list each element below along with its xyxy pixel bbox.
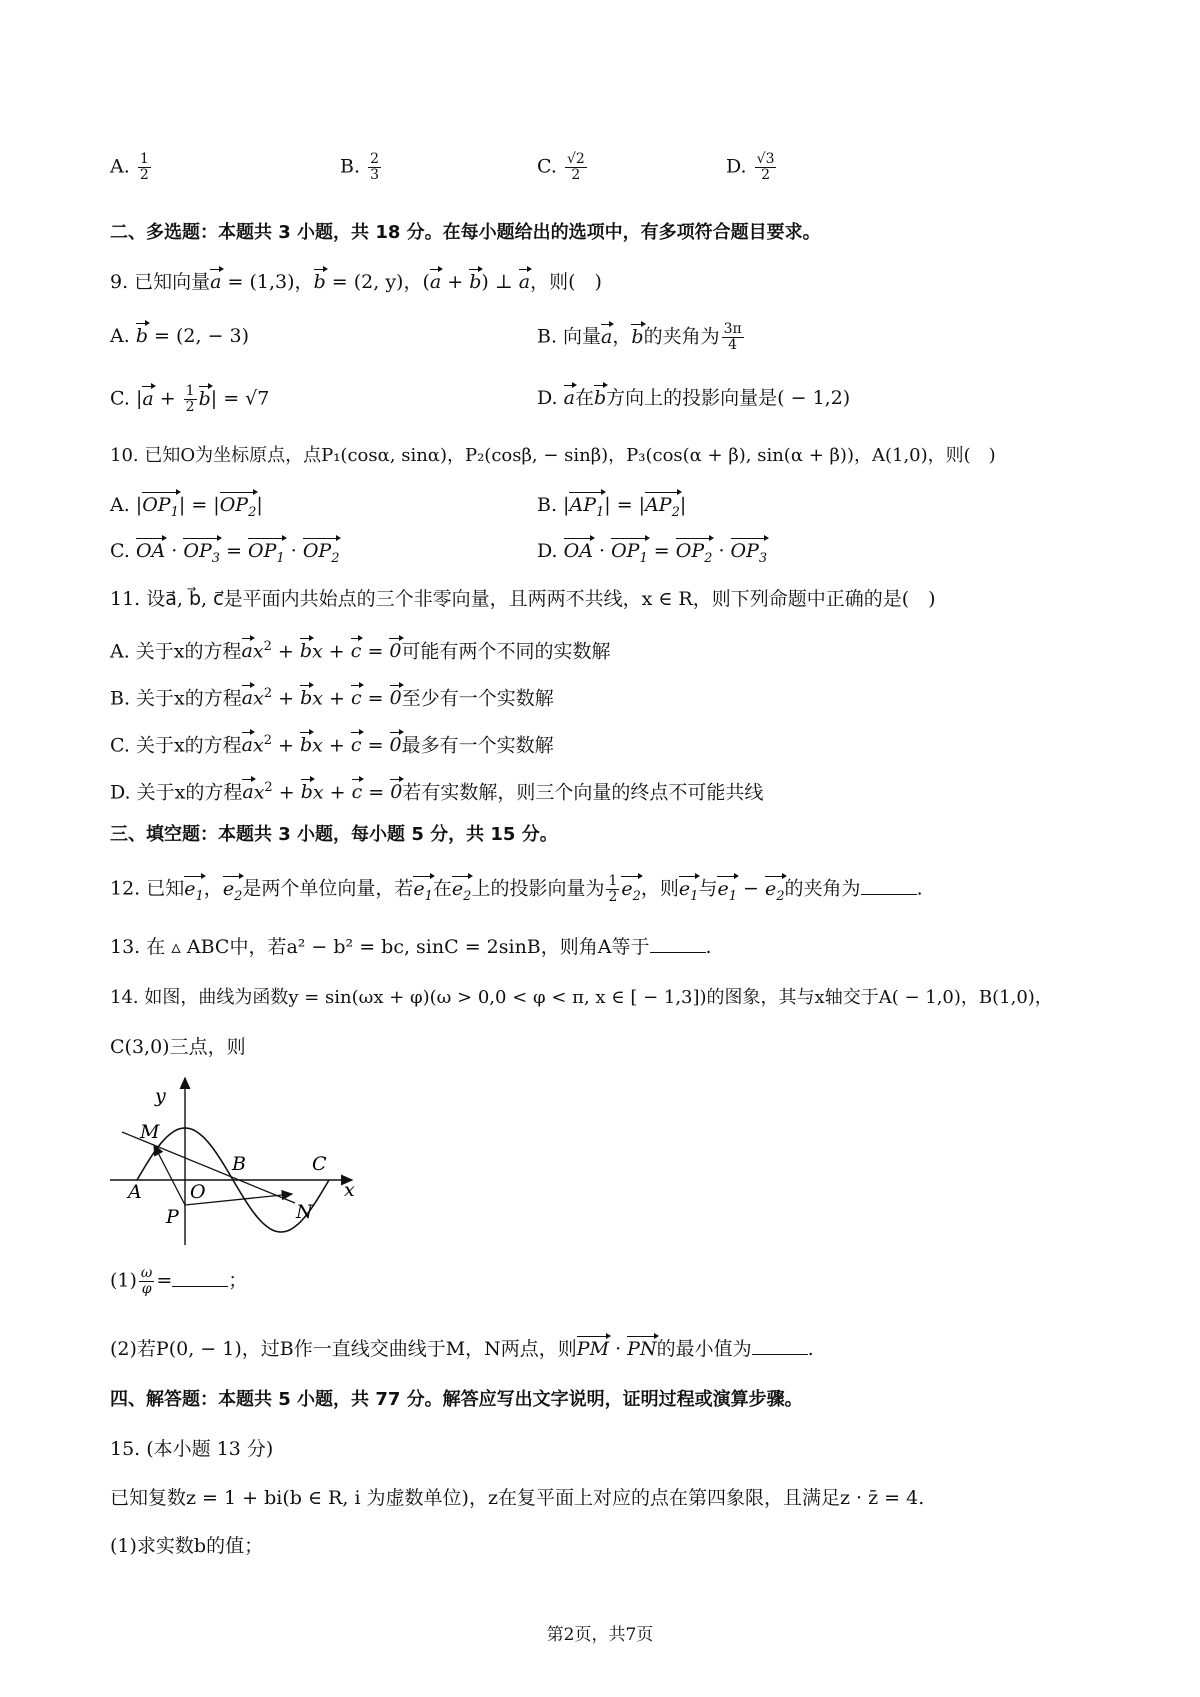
numerator: 1: [185, 383, 195, 399]
option-label: D.: [537, 540, 558, 562]
option-label: A.: [110, 155, 130, 178]
stem-text: ，: [203, 877, 223, 900]
question-9-stem: 9. 已知向量a = (1,3)，b = (2, y)，(a + b) ⊥ a，则( ): [110, 268, 602, 296]
q10-option-b: B. $|AP_1| = |AP_2|$: [537, 491, 686, 527]
option-text: C. 关于x的方程: [110, 734, 242, 757]
denominator: 2: [608, 889, 618, 905]
stem-text: (2)若P(0, − 1)，过B作一直线交曲线于M，N两点，则: [110, 1338, 577, 1360]
question-14-line-2: C(3,0)三点，则: [110, 1036, 246, 1058]
option-text: A. 关于x的方程: [110, 640, 242, 663]
q8-option-d: [726, 152, 778, 183]
q10-option-a: A. $|OP_1| = |OP_2|$: [110, 491, 263, 527]
stem-text: 的最小值为: [656, 1338, 752, 1360]
vector-a: a: [564, 384, 575, 412]
stem-text: (1): [110, 1269, 137, 1292]
numerator: √2: [566, 151, 585, 167]
option-text: 至少有一个实数解: [401, 687, 554, 710]
question-13: [110, 933, 712, 961]
label-y: y: [155, 1085, 166, 1107]
stem-text: 上的投影向量为: [471, 877, 605, 900]
option-text: 在: [574, 387, 594, 409]
vector-b: b: [594, 384, 606, 412]
fraction: [368, 152, 381, 183]
q11-option-a: A. 关于x的方程$ax^2$ + bx + c = 0可能有两个不同的实数解: [110, 633, 611, 665]
stem-text: .: [807, 1338, 814, 1360]
vector-op2: $OP_2$: [303, 537, 340, 573]
label-x: x: [344, 1179, 355, 1201]
q8-option-a: [110, 152, 153, 183]
fraction: [722, 322, 744, 353]
label-a: A: [128, 1181, 142, 1203]
stem-text: −: [743, 877, 759, 900]
section-heading-fill-in: 三、填空题：本题共 3 小题，每小题 5 分，共 15 分。: [110, 824, 558, 845]
vector-op3: $OP_3$: [731, 537, 768, 573]
option-label: C.: [537, 155, 557, 178]
q9-option-d: [537, 384, 850, 412]
stem-text: ，则( ): [530, 271, 602, 293]
numerator: 2: [370, 151, 379, 167]
vector-op1: $OP_1$: [611, 537, 648, 573]
section-heading-solutions: 四、解答题：本题共 5 小题，共 77 分。解答应写出文字说明，证明过程或演算步骤。: [110, 1389, 803, 1410]
option-text: D. 关于x的方程: [110, 781, 243, 804]
option-text: 可能有两个不同的实数解: [401, 640, 611, 663]
stem-text: 12. 已知: [110, 877, 185, 900]
vector-a: a: [601, 323, 612, 351]
denominator: φ: [141, 1281, 152, 1297]
q9-option-a: [110, 322, 249, 350]
vector-pm: [154, 1145, 185, 1205]
question-14-line-1: 14. 如图，曲线为函数y = sin(ωx + φ)(ω > 0,0 < φ < π, x ∈ [ − 1,3])的图象，其与x轴交于A( − 1,0)，B(1,0)，: [110, 987, 1053, 1008]
option-text: 最多有一个实数解: [401, 734, 554, 757]
stem-text: = (1,3)，: [227, 271, 314, 293]
vector-b: b: [136, 322, 148, 350]
label-o: O: [190, 1181, 206, 1203]
stem-text: .: [916, 877, 923, 900]
option-text: 方向上的投影向量是( − 1,2): [606, 387, 851, 409]
label-p: P: [166, 1206, 179, 1228]
fraction: [184, 384, 197, 415]
stem-text: ，则: [640, 877, 679, 900]
stem-text: .: [705, 936, 712, 958]
vector-op2: $OP_2$: [220, 491, 257, 527]
question-14-part-2: [110, 1335, 814, 1363]
vector-a: a: [430, 268, 441, 296]
option-text: B. 关于x的方程: [110, 687, 242, 710]
sine-curve-figure: [100, 1070, 370, 1250]
question-15-stem: 已知复数z = 1 + bi(b ∈ R, i 为虚数单位)，z在复平面上对应的点在第四象限，且满足z · z̄ = 4.: [110, 1487, 925, 1509]
page-footer: 第2页，共7页: [546, 1625, 654, 1645]
question-12: 12. 已知$e_1$，$e_2$是两个单位向量，若$e_1$在$e_2$上的投影向量为 $\frac{1}{2}$ $e_2$，则$e_1$与$e_1 - e_2$的夹角为 .: [110, 874, 923, 910]
stem-text: 的夹角为: [784, 877, 861, 900]
numerator: 1: [608, 873, 618, 889]
answer-blank[interactable]: [650, 934, 706, 953]
stem-text: 是两个单位向量，若: [242, 877, 414, 900]
denominator: 3: [370, 167, 379, 183]
vector-op1: $OP_1$: [248, 537, 285, 573]
vector-op3: $OP_3$: [183, 537, 220, 573]
question-15-part-1: (1)求实数b的值；: [110, 1535, 264, 1557]
q11-option-b: B. 关于x的方程$ax^2$ + bx + c = 0至少有一个实数解: [110, 680, 554, 712]
option-label: D.: [726, 155, 747, 178]
option-label: B. 向量: [537, 325, 602, 348]
vector-b: b: [199, 385, 211, 413]
stem-text: ；: [228, 1269, 248, 1292]
option-text: 若有实数解，则三个向量的终点不可能共线: [402, 781, 764, 804]
q11-option-d: D. 关于x的方程$ax^2$ + bx + c = 0若有实数解，则三个向量的终点不可能共线: [110, 774, 763, 806]
option-label: A.: [110, 325, 130, 347]
answer-blank[interactable]: [861, 876, 917, 895]
stem-text: 与: [698, 877, 718, 900]
fraction: [139, 1266, 154, 1297]
denominator: 2: [139, 167, 149, 183]
label-b: B: [232, 1153, 246, 1175]
option-label: A.: [110, 494, 130, 516]
question-14-part-1: [110, 1266, 247, 1297]
vector-b: b: [631, 323, 643, 351]
option-text: = (2, − 3): [154, 325, 250, 347]
fraction: [138, 152, 151, 183]
question-11-stem: 11. 设a⃗, b⃗, c⃗是平面内共始点的三个非零向量，且两两不共线，x ∈ R，则下列命题中正确的是( ): [110, 588, 936, 610]
question-15-title: 15. (本小题 13 分): [110, 1438, 274, 1460]
vector-ap2: $AP_2$: [645, 491, 680, 527]
option-label: B.: [340, 155, 361, 178]
q8-option-b: [340, 152, 383, 183]
numerator: 3π: [723, 321, 742, 337]
stem-text: 13. 在 ▵ ABC中，若a² − b² = bc, sinC = 2sinB，则角A等于: [110, 936, 650, 958]
stem-text: =: [156, 1269, 173, 1292]
q9-option-b: B. 向量a，b的夹角为 $\frac{3\pi}{4}$: [537, 321, 742, 353]
vector-pn: PN: [627, 1335, 656, 1363]
denominator: 2: [571, 167, 581, 183]
vector-a: a: [519, 268, 530, 296]
vector-a: a: [142, 385, 153, 413]
stem-text: 在: [432, 877, 452, 900]
vector-a: a: [210, 268, 221, 296]
option-text: | = √7: [210, 387, 270, 410]
q11-option-c: C. 关于x的方程$ax^2$ + bx + c = 0最多有一个实数解: [110, 727, 554, 759]
label-c: C: [312, 1153, 327, 1175]
fraction: [606, 874, 619, 905]
stem-text: = (2, y)，: [331, 271, 423, 293]
option-label: C.: [110, 540, 130, 562]
q10-option-d: D. OA · $OP_1 = OP_2 \cdot OP_3$: [537, 537, 767, 573]
question-10-stem: 10. 已知O为坐标原点，点P₁(cosα, sinα)，P₂(cosβ, − sinβ)，P₃(cos(α + β), sin(α + β))，A(1,0)，则( ): [110, 445, 996, 466]
vector-op1: $OP_1$: [142, 491, 179, 527]
stem-text: ⊥: [494, 271, 513, 293]
answer-blank[interactable]: [752, 1336, 808, 1355]
stem-text: 9. 已知向量: [110, 271, 211, 293]
option-label: B.: [537, 494, 558, 516]
denominator: 2: [185, 399, 195, 415]
label-m: M: [140, 1121, 160, 1143]
numerator: √3: [756, 151, 775, 167]
option-label: C. |: [110, 387, 143, 410]
denominator: 4: [728, 337, 738, 353]
denominator: 2: [761, 167, 771, 183]
vector-oa: OA: [564, 537, 593, 565]
fraction: [755, 152, 777, 183]
label-n: N: [296, 1201, 313, 1223]
option-text: 的夹角为: [643, 325, 720, 348]
numerator: 1: [139, 151, 149, 167]
option-label: D.: [537, 387, 558, 409]
vector-op2: $OP_2$: [676, 537, 713, 573]
stem-text: ·: [615, 1338, 622, 1360]
answer-blank[interactable]: [172, 1268, 228, 1287]
vector-pm: PM: [577, 1335, 609, 1363]
vector-b: b: [469, 268, 481, 296]
vector-ap1: $AP_1$: [569, 491, 604, 527]
q10-option-c: C. OA · $OP_3 = OP_1 \cdot OP_2$: [110, 537, 339, 573]
section-heading-multiple-choice: 二、多选题：本题共 3 小题，共 18 分。在每小题给出的选项中，有多项符合题目要求。: [110, 222, 821, 243]
q9-option-c: C. |a + $\frac{1}{2}$ b| = √7: [110, 383, 270, 415]
vector-b: b: [314, 268, 326, 296]
q8-option-c: [537, 152, 589, 183]
numerator: ω: [140, 1265, 153, 1281]
vector-oa: OA: [136, 537, 165, 565]
fraction: [565, 152, 587, 183]
